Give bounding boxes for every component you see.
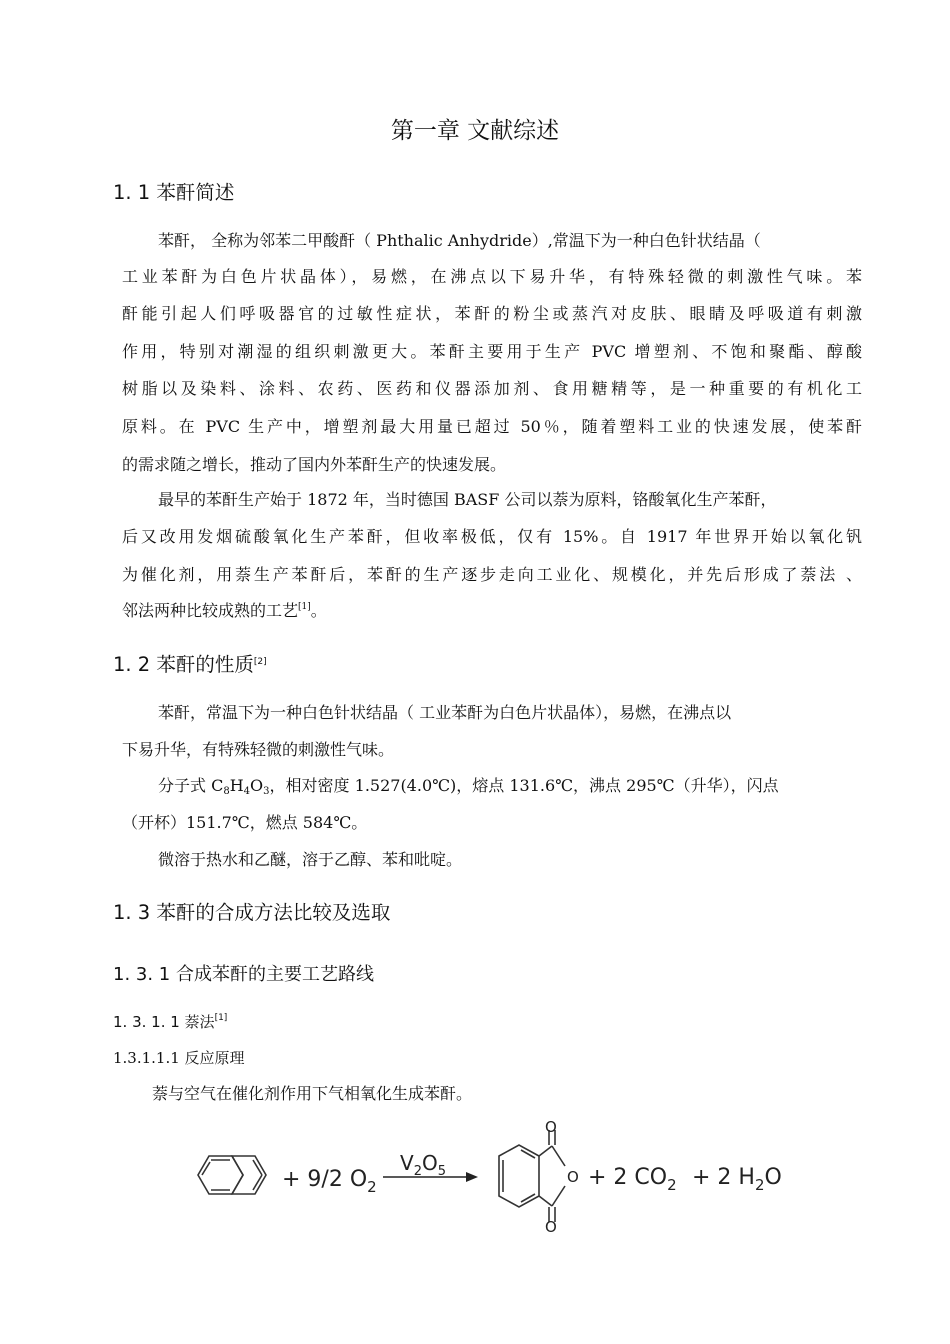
phthalic-anhydride-structure (499, 1130, 565, 1222)
product-co2: + 2 $CO_2$ (588, 1165, 677, 1194)
paragraph-1-line: 的需求随之增长，推动了国内外苯酐生产的快速发展。 (122, 455, 507, 474)
citation-ref: [1] (298, 602, 311, 612)
paragraph-2-line: 为催化剂，用萘生产苯酐后，苯酐的生产逐步走向工业化、规模化，并先后形成了萘法 、 (122, 565, 862, 584)
citation-ref: [2] (253, 657, 267, 667)
paragraph-6: 萘与空气在催化剂作用下气相氧化生成苯酐。 (152, 1084, 473, 1103)
paragraph-3-line: 下易升华，有特殊轻微的刺激性气味。 (122, 740, 395, 759)
chapter-title: 第一章 文献综述 (390, 118, 560, 144)
formula-o-sub: 3 (263, 786, 270, 797)
paragraph-1-line: 工业苯酐为白色片状晶体），易燃，在沸点以下易升华，有特殊轻微的刺激性气味。苯 (122, 267, 862, 286)
formula-h: H (229, 776, 244, 795)
section-1-3-1-1-title: 1. 3. 1. 1 萘法 (113, 1013, 215, 1031)
formula-o: O (250, 776, 264, 795)
section-1-3-heading: 1. 3 苯酐的合成方法比较及选取 (113, 901, 391, 924)
formula-rest: ，相对密度 1.527(4.0℃)，熔点 131.6℃，沸点 295℃（升华），闪点 (269, 776, 779, 795)
paragraph-2-text: 邻法两种比较成熟的工艺 (122, 601, 299, 620)
paragraph-1-line: 作用，特别对潮湿的组织刺激更大。苯酐主要用于生产 PVC 增塑剂、不饱和聚酯、醇酸 (122, 342, 862, 361)
formula-c-sub: 8 (223, 786, 230, 797)
formula-line-2: （开杯）151.7℃，燃点 584℃。 (122, 813, 368, 832)
formula-prefix: 分子式 C (158, 776, 224, 795)
paragraph-1-line: 苯酐， 全称为邻苯二甲酸酐（ Phthalic Anhydride）,常温下为一种白色针状结晶（ (158, 231, 761, 250)
reactant-oxygen: + 9/2 $O_2$ (282, 1167, 377, 1196)
ring-oxygen: O (567, 1168, 579, 1186)
paragraph-1-line: 树脂以及染料、涂料、农药、医药和仪器添加剂、食用糖精等，是一种重要的有机化工 (122, 379, 862, 398)
paragraph-1-line: 原料。在 PVC 生产中，增塑剂最大用量已超过 50％，随着塑料工业的快速发展，使苯酐 (122, 417, 862, 436)
formula-h-sub: 4 (243, 786, 251, 797)
section-1-1-heading: 1. 1 苯酐简述 (113, 181, 235, 204)
naphthalene-structure (198, 1156, 266, 1194)
paragraph-2-line: 最早的苯酐生产始于 1872 年，当时德国 BASF 公司以萘为原料，铬酸氧化生产苯酐， (158, 490, 777, 509)
citation-ref: [1] (214, 1013, 228, 1023)
paragraph-2-line: 后又改用发烟硫酸氧化生产苯酐，但收率极低，仅有 15%。自 1917 年世界开始以氧化钒 (122, 527, 862, 546)
section-1-3-1-heading: 1. 3. 1 合成苯酐的主要工艺路线 (113, 964, 374, 985)
paragraph-5: 微溶于热水和乙醚，溶于乙醇、苯和吡啶。 (158, 850, 463, 869)
carbonyl-oxygen-top: O (545, 1118, 557, 1136)
section-1-2-title: 1. 2 苯酐的性质 (113, 653, 254, 676)
catalyst-label: $V_2O_5$ (400, 1151, 446, 1179)
carbonyl-oxygen-bottom: O (545, 1218, 557, 1236)
section-1-3-1-1-1-heading: 1.3.1.1.1 反应原理 (113, 1049, 245, 1067)
product-h2o: + 2 $H_2O$ (692, 1165, 782, 1194)
paragraph-3-line: 苯酐，常温下为一种白色针状结晶（ 工业苯酐为白色片状晶体），易燃，在沸点以 (158, 703, 732, 722)
paragraph-1-line: 酐能引起人们呼吸器官的过敏性症状，苯酐的粉尘或蒸汽对皮肤、眼睛及呼吸道有刺激 (122, 304, 862, 323)
paragraph-2-end: 。 (310, 601, 327, 620)
